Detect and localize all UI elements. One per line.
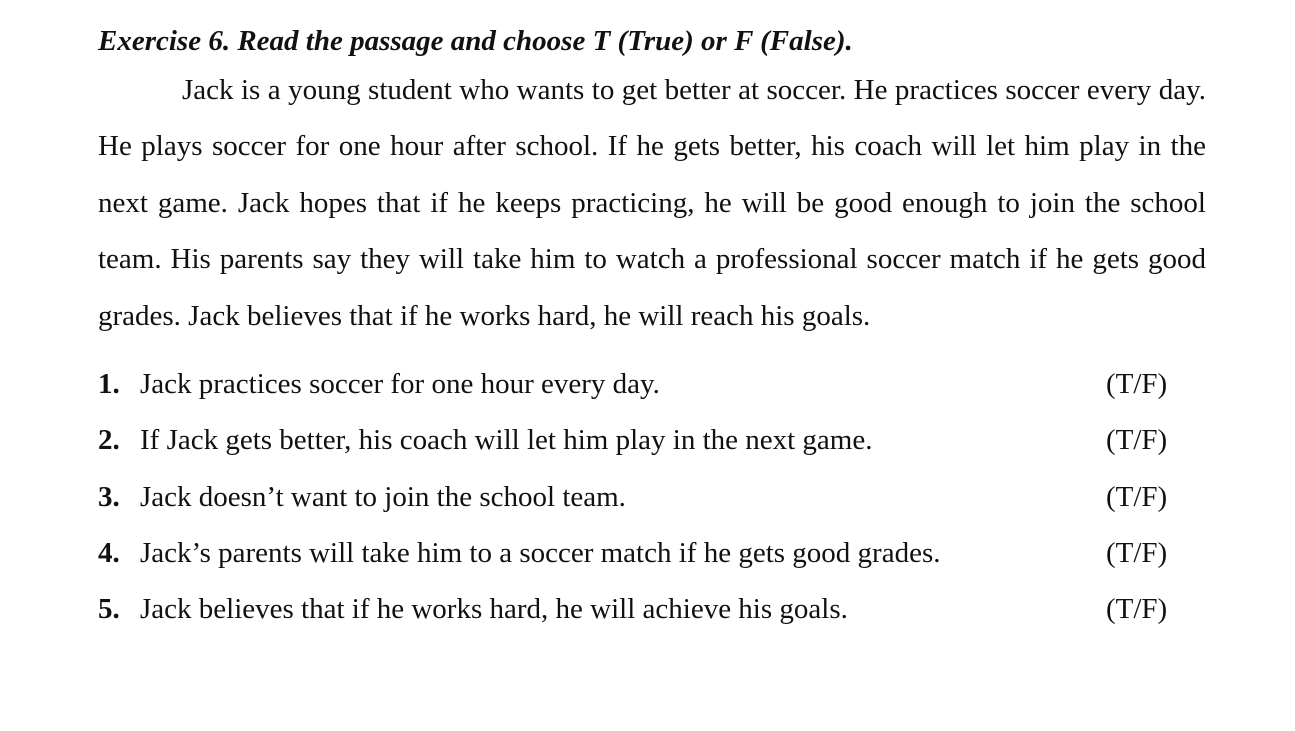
question-statement: Jack’s parents will take him to a soccer match if he gets good grades. bbox=[140, 536, 941, 569]
true-false-choice: (T/F) bbox=[1106, 424, 1168, 457]
true-false-choice: (T/F) bbox=[1106, 480, 1168, 513]
document-page bbox=[98, 22, 1206, 638]
question-number: 2. bbox=[98, 424, 120, 457]
true-false-choice: (T/F) bbox=[1106, 593, 1168, 626]
question-item-5 bbox=[98, 581, 1206, 637]
question-statement: Jack practices soccer for one hour every day. bbox=[140, 368, 660, 401]
question-statement: If Jack gets better, his coach will let him play in the next game. bbox=[140, 424, 873, 457]
question-item-3 bbox=[98, 469, 1206, 525]
question-item-1 bbox=[98, 356, 1206, 412]
true-false-choice: (T/F) bbox=[1106, 368, 1168, 401]
exercise-title: Exercise 6. Read the passage and choose T (True) or F (False). bbox=[98, 25, 853, 57]
question-item-2 bbox=[98, 412, 1206, 468]
question-number: 1. bbox=[98, 368, 120, 401]
reading-passage: Jack is a young student who wants to get better at soccer. He practices soccer every day. He plays soccer for one hour after school. If he gets better, his coach will let him play in the next game. Jack hopes that if he keeps practicing, he will be good enough to join the school team. His parents say they will take him to watch a professional soccer match if he gets good grades. Jack believes that if he works hard, he will reach his goals. bbox=[98, 74, 1206, 332]
question-statement: Jack believes that if he works hard, he will achieve his goals. bbox=[140, 593, 848, 626]
question-number: 3. bbox=[98, 480, 120, 513]
true-false-choice: (T/F) bbox=[1106, 536, 1168, 569]
question-number: 4. bbox=[98, 536, 120, 569]
question-list bbox=[98, 356, 1206, 637]
question-statement: Jack doesn’t want to join the school team. bbox=[140, 480, 626, 513]
question-item-4 bbox=[98, 525, 1206, 581]
question-number: 5. bbox=[98, 593, 120, 626]
